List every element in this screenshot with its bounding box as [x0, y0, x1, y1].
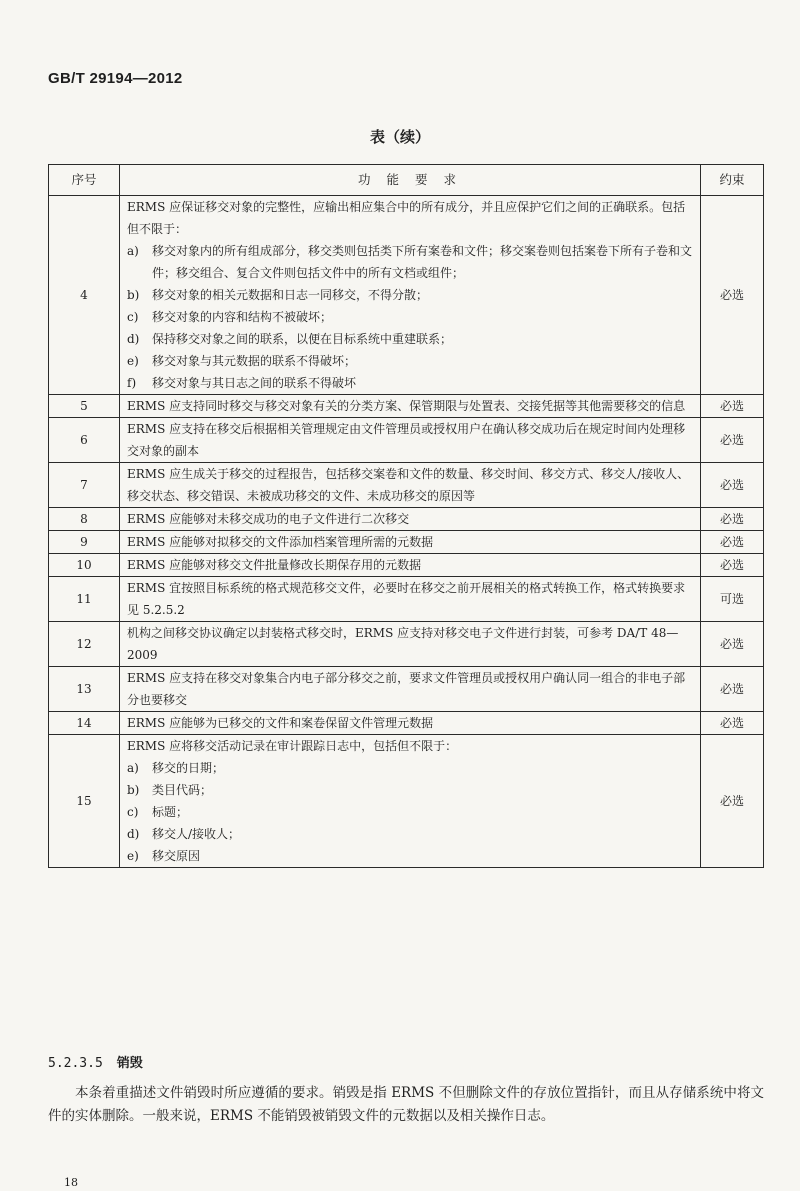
requirement-text: ERMS 应能够对拟移交的文件添加档案管理所需的元数据: [127, 535, 434, 549]
item-marker: d): [127, 332, 140, 346]
row-requirement: [120, 577, 701, 622]
column-header-no: 序号: [49, 165, 120, 196]
row-requirement: [120, 196, 701, 395]
row-number: 6: [49, 418, 120, 463]
row-constraint: 必选: [701, 735, 764, 868]
table-row: [49, 712, 764, 735]
requirement-item: [127, 779, 693, 801]
requirement-item: [127, 328, 693, 350]
table-body: [49, 196, 764, 868]
requirement-item: [127, 801, 693, 823]
row-constraint: 必选: [701, 622, 764, 667]
row-constraint: 必选: [701, 463, 764, 508]
row-constraint: 必选: [701, 667, 764, 712]
item-marker: e): [127, 849, 139, 863]
row-requirement: [120, 418, 701, 463]
standard-code: GB/T 29194—2012: [48, 70, 183, 87]
item-text: 移交人/接收人；: [152, 827, 241, 841]
table-row: [49, 508, 764, 531]
section-title: 销毁: [116, 1056, 143, 1071]
table-row: [49, 395, 764, 418]
table-row: [49, 463, 764, 508]
requirement-item: [127, 284, 693, 306]
item-text: 移交对象与其元数据的联系不得破坏；: [152, 354, 357, 368]
item-marker: b): [127, 783, 140, 797]
item-marker: e): [127, 354, 139, 368]
row-constraint: 必选: [701, 712, 764, 735]
table-header-row: [49, 165, 764, 196]
section-heading: [48, 1052, 143, 1071]
row-constraint: 必选: [701, 531, 764, 554]
item-text: 移交对象的相关元数据和日志一同移交，不得分散；: [152, 288, 429, 302]
item-text: 移交对象内的所有组成部分，移交类则包括类下所有案卷和文件；移交案卷则包括案卷下所有子卷和文件；移交组合、复合文件则包括文件中的所有文档或组件；: [152, 244, 693, 280]
row-number: 14: [49, 712, 120, 735]
item-marker: a): [127, 761, 139, 775]
requirement-text: ERMS 应能够为已移交的文件和案卷保留文件管理元数据: [127, 716, 434, 730]
requirement-item: [127, 823, 693, 845]
row-requirement: [120, 622, 701, 667]
requirement-text: ERMS 应支持在移交对象集合内电子部分移交之前，要求文件管理员或授权用户确认同一组合的非电子部分也要移交: [127, 671, 686, 707]
table-row: [49, 622, 764, 667]
column-header-function: 功 能 要 求: [120, 165, 701, 196]
table-row: [49, 735, 764, 868]
row-requirement: [120, 395, 701, 418]
section-number: 5.2.3.5: [48, 1056, 103, 1071]
item-marker: c): [127, 310, 139, 324]
requirement-text: ERMS 应能够对未移交成功的电子文件进行二次移交: [127, 512, 410, 526]
item-text: 移交对象的内容和结构不被破坏；: [152, 310, 333, 324]
requirement-text: ERMS 应生成关于移交的过程报告，包括移交案卷和文件的数量、移交时间、移交方式、移交人/接收人、移交状态、移交错误、未被成功移交的文件、未成功移交的原因等: [127, 467, 690, 503]
table-caption: 表（续）: [369, 128, 430, 146]
requirement-text: ERMS 应将移交活动记录在审计跟踪日志中，包括但不限于：: [127, 739, 458, 753]
row-requirement: [120, 508, 701, 531]
item-marker: b): [127, 288, 140, 302]
table-row: [49, 667, 764, 712]
row-number: 10: [49, 554, 120, 577]
row-requirement: [120, 554, 701, 577]
row-requirement: [120, 667, 701, 712]
row-number: 5: [49, 395, 120, 418]
table-row: [49, 531, 764, 554]
requirement-text: ERMS 应支持在移交后根据相关管理规定由文件管理员或授权用户在确认移交成功后在规定时间内处理移交对象的副本: [127, 422, 686, 458]
column-header-constraint: 约束: [701, 165, 764, 196]
requirement-text: ERMS 应保证移交对象的完整性，应输出相应集合中的所有成分，并且应保护它们之间的正确联系。包括但不限于：: [127, 200, 686, 236]
row-number: 11: [49, 577, 120, 622]
requirement-item: [127, 240, 693, 284]
item-text: 标题；: [152, 805, 189, 819]
row-number: 8: [49, 508, 120, 531]
row-number: 9: [49, 531, 120, 554]
requirement-text: 机构之间移交协议确定以封装格式移交时，ERMS 应支持对移交电子文件进行封装，可参考 DA/T 48—2009: [127, 626, 679, 662]
section-paragraph: 本条着重描述文件销毁时所应遵循的要求。销毁是指 ERMS 不但删除文件的存放位置指针，而且从存储系统中将文件的实体删除。一般来说，ERMS 不能销毁被销毁文件的元数据以及相关操作日志。: [48, 1085, 764, 1124]
table-row: [49, 577, 764, 622]
table-row: [49, 196, 764, 395]
item-marker: d): [127, 827, 140, 841]
row-constraint: 必选: [701, 554, 764, 577]
item-text: 移交原因: [152, 849, 201, 863]
item-marker: f): [127, 376, 137, 390]
row-constraint: 可选: [701, 577, 764, 622]
requirement-text: ERMS 应支持同时移交与移交对象有关的分类方案、保管期限与处置表、交接凭据等其他需要移交的信息: [127, 399, 686, 413]
page-number: 18: [64, 1176, 78, 1189]
item-marker: a): [127, 244, 139, 258]
requirement-text: ERMS 应能够对移交文件批量修改长期保存用的元数据: [127, 558, 422, 572]
item-text: 保持移交对象之间的联系，以便在目标系统中重建联系；: [152, 332, 453, 346]
requirement-item: [127, 350, 693, 372]
row-number: 13: [49, 667, 120, 712]
item-text: 移交对象与其日志之间的联系不得破坏: [152, 376, 357, 390]
row-number: 15: [49, 735, 120, 868]
row-constraint: 必选: [701, 395, 764, 418]
table-row: [49, 418, 764, 463]
item-text: 类目代码；: [152, 783, 213, 797]
row-number: 12: [49, 622, 120, 667]
row-number: 4: [49, 196, 120, 395]
requirement-item: [127, 306, 693, 328]
row-requirement: [120, 531, 701, 554]
row-constraint: 必选: [701, 508, 764, 531]
table-row: [49, 554, 764, 577]
row-constraint: 必选: [701, 196, 764, 395]
row-requirement: [120, 463, 701, 508]
requirement-item: [127, 845, 693, 867]
requirement-item: [127, 757, 693, 779]
requirements-table: [48, 164, 764, 868]
requirement-text: ERMS 宜按照目标系统的格式规范移交文件，必要时在移交之前开展相关的格式转换工作，格式转换要求见 5.2.5.2: [127, 581, 686, 617]
row-requirement: [120, 735, 701, 868]
item-text: 移交的日期；: [152, 761, 225, 775]
row-constraint: 必选: [701, 418, 764, 463]
row-number: 7: [49, 463, 120, 508]
row-requirement: [120, 712, 701, 735]
item-marker: c): [127, 805, 139, 819]
requirement-item: [127, 372, 693, 394]
